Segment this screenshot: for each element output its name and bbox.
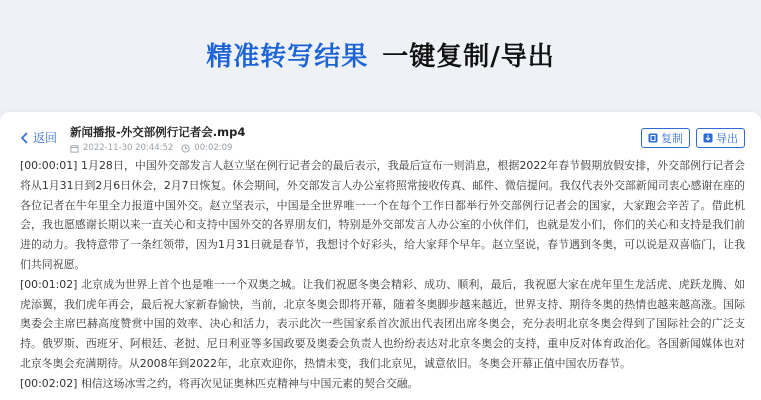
- hero-title-highlight: 精准转写结果: [206, 41, 369, 72]
- hero-heading: [0, 0, 761, 108]
- download-icon: [703, 133, 713, 143]
- segment-text: 北京成为世界上首个也是唯一一个双奥之城。让我们祝愿冬奥会精彩、成功、顺利，最后，我祝愿大家在虎年里生龙活虎、虎跃龙腾、如虎添翼，我们虎年再会，最后祝大家新春愉快，当前，北京冬奥会即将开幕，随着冬奥脚步越来越近，世界支持、期待冬奥的热情也越来越高涨。国际奥委会主席巴赫高度赞赏中国的效率、决心和活力，表示此次一些国家系首次派出代表团出席冬奥会，充分表明北京冬奥会得到了国际社会的广泛支持。俄罗斯、西班牙、阿根廷、老挝、尼日利亚等多国政要及奥委会负责人也纷纷表达对北京冬奥会的支持，重申反对体育政治化。各国新闻媒体也对北京冬奥会充满期待。从2008年到2022年，北京欢迎你，热情未变，我们北京见，诚意依旧。冬奥会开幕正值中国农历春节。: [20, 277, 745, 370]
- transcript-segment: [20, 374, 745, 394]
- back-label: 返回: [33, 131, 58, 145]
- chevron-left-icon: [20, 132, 30, 144]
- hero-title: 一键复制/导出: [382, 41, 555, 72]
- file-timestamp: 2022-11-30 20:44:52: [83, 143, 174, 153]
- segment-timestamp: [00:01:02]: [20, 277, 78, 291]
- segment-timestamp: [00:00:01]: [20, 159, 78, 172]
- transcript-segment: [20, 275, 745, 374]
- action-buttons: [641, 128, 745, 148]
- back-button[interactable]: [20, 129, 57, 146]
- calendar-icon: [70, 144, 79, 153]
- segment-timestamp: [00:02:02]: [20, 376, 78, 390]
- file-meta: [70, 143, 245, 153]
- file-info: [70, 124, 245, 153]
- clock-icon: [181, 144, 190, 153]
- segment-text: 1月28日，中国外交部发言人赵立坚在例行记者会的最后表示，我最后宣布一则消息，根据2022年春节假期放假安排，外交部例行记者会将从1月31日到2月6日休会，2月7日恢复。休会期间，外交部发言人办公室将照常接收传真、邮件、微信提问。我仅代表外交部新闻司衷心感谢在座的各位记者在牛年里全力报道中国外交。赵立坚表示，中国是全世界唯一一个在每个工作日都举行外交部例行记者会的国家，大家跑会辛苦了。借此机会，我也愿感谢长期以来一直关心和支持中国外交的各界朋友们，特别是外交部发言人办公室的小伙伴们，也就是发小们，你们的关心和支持是我们前进的动力。我特意带了一条红领带，因为1月31日就是春节，我想讨个好彩头，给大家拜个早年。赵立坚说，春节遇到冬奥，可以说是双喜临门，让我们共同祝愿。: [20, 159, 745, 271]
- copy-label: 复制: [661, 132, 683, 145]
- file-name: 新闻播报-外交部例行记者会.mp4: [70, 125, 246, 139]
- export-button[interactable]: [696, 128, 745, 148]
- transcript-segment: [20, 156, 745, 275]
- transcript-body: [20, 156, 745, 394]
- transcript-card: [0, 112, 761, 400]
- copy-button[interactable]: [641, 128, 690, 148]
- file-duration: 00:02:09: [194, 143, 233, 153]
- segment-text: 相信这场冰雪之约，将再次见证奥林匹克精神与中国元素的契合交融。: [80, 376, 419, 390]
- export-label: 导出: [716, 132, 738, 145]
- copy-icon: [648, 133, 658, 143]
